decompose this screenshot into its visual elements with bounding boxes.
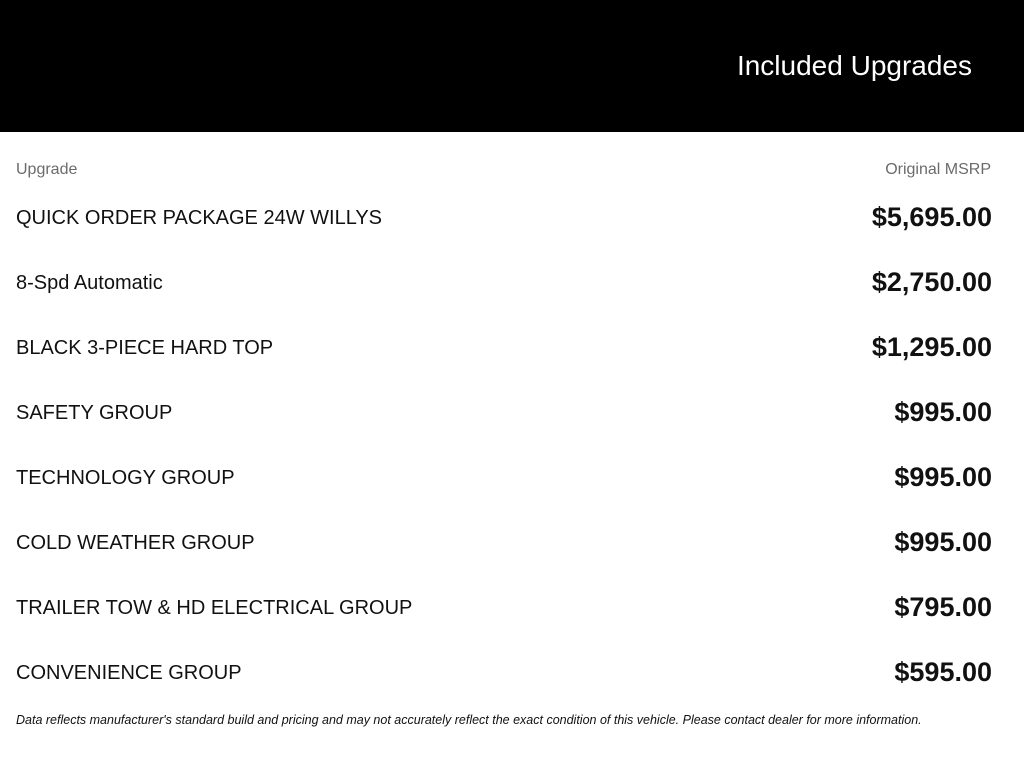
upgrade-price: $795.00 <box>894 592 992 622</box>
upgrade-row <box>0 315 1024 380</box>
upgrade-row <box>0 445 1024 510</box>
column-header-upgrade: Upgrade <box>16 161 78 178</box>
upgrade-name: CONVENIENCE GROUP <box>16 662 242 684</box>
upgrade-name: TECHNOLOGY GROUP <box>16 467 235 489</box>
upgrade-row <box>0 250 1024 315</box>
upgrade-name: SAFETY GROUP <box>16 402 173 424</box>
upgrade-price: $5,695.00 <box>871 202 992 232</box>
upgrade-price: $595.00 <box>894 657 992 687</box>
upgrade-price: $995.00 <box>894 462 992 492</box>
upgrade-name: TRAILER TOW & HD ELECTRICAL GROUP <box>16 597 413 619</box>
upgrade-price: $2,750.00 <box>871 267 992 297</box>
upgrade-price: $995.00 <box>894 527 992 557</box>
column-header-msrp: Original MSRP <box>885 161 991 178</box>
upgrade-row <box>0 640 1024 705</box>
upgrade-price: $1,295.00 <box>871 332 992 362</box>
page-title: Included Upgrades <box>736 50 972 81</box>
upgrade-row <box>0 185 1024 250</box>
header-banner <box>0 0 1024 132</box>
upgrade-name: BLACK 3-PIECE HARD TOP <box>16 337 274 359</box>
upgrade-name: QUICK ORDER PACKAGE 24W WILLYS <box>16 207 383 229</box>
upgrade-row <box>0 575 1024 640</box>
disclaimer-text: Data reflects manufacturer's standard build and pricing and may not accurately reflect the exact condition of this vehicle. Please contact dealer for more information. <box>16 713 922 727</box>
upgrade-price: $995.00 <box>894 397 992 427</box>
upgrade-list <box>0 185 1024 705</box>
upgrade-name: COLD WEATHER GROUP <box>16 532 255 554</box>
upgrade-name: 8-Spd Automatic <box>16 272 163 294</box>
upgrade-row <box>0 380 1024 445</box>
upgrade-row <box>0 510 1024 575</box>
